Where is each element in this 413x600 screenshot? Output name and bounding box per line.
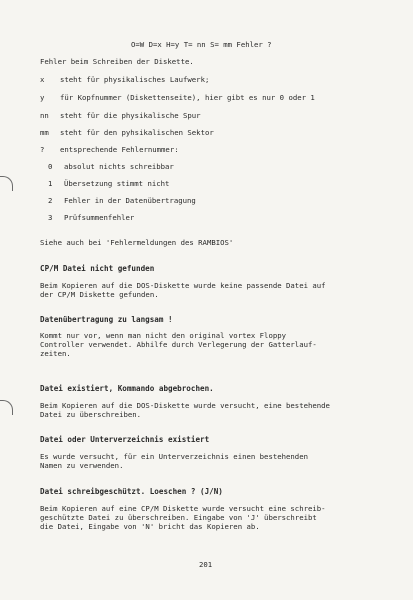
- error-code-text: absolut nichts schreibbar: [64, 162, 174, 171]
- error-code-number: 3: [48, 213, 53, 222]
- param-text: steht für physikalisches Laufwerk;: [60, 75, 210, 84]
- error-code-number: 0: [48, 162, 53, 171]
- error-code-text: Prüfsummenfehler: [64, 213, 135, 222]
- param-key: nn: [40, 111, 49, 120]
- param-text: für Kopfnummer (Diskettenseite), hier gibt es nur 0 oder 1: [60, 93, 315, 102]
- section-body-line: geschützte Datei zu überschreiben. Eingabe von 'J' überschreibt: [40, 513, 317, 522]
- intro-text: Fehler beim Schreiben der Diskette.: [40, 57, 194, 66]
- punch-hole-mark: [0, 400, 13, 415]
- section-body-line: der CP/M Diskette gefunden.: [40, 290, 159, 299]
- param-key: y: [40, 93, 45, 102]
- section-body-line: Datei zu überschreiben.: [40, 410, 142, 419]
- header-line: O=W D=x H=y T= nn S= mm Fehler ?: [131, 40, 272, 49]
- punch-hole-mark: [0, 176, 13, 191]
- section-heading: Datenübertragung zu langsam !: [40, 315, 173, 324]
- param-text: steht für die physikalische Spur: [60, 111, 201, 120]
- error-code-number: 1: [48, 179, 53, 188]
- error-code-text: Fehler in der Datenübertragung: [64, 196, 196, 205]
- error-code-text: Übersetzung stimmt nicht: [64, 179, 170, 188]
- section-body-line: die Datei, Eingabe von 'N' bricht das Kopieren ab.: [40, 522, 260, 531]
- section-heading: Datei schreibgeschützt. Loeschen ? (J/N): [40, 487, 223, 496]
- section-heading: Datei existiert, Kommando abgebrochen.: [40, 384, 214, 393]
- section-body-line: Beim Kopieren auf die DOS-Diskette wurde keine passende Datei auf: [40, 281, 326, 290]
- section-heading: Datei oder Unterverzeichnis existiert: [40, 435, 210, 444]
- error-code-number: 2: [48, 196, 53, 205]
- section-body-line: Namen zu verwenden.: [40, 461, 124, 470]
- page-number: 201: [199, 560, 213, 569]
- param-key: mm: [40, 128, 49, 137]
- param-key: ?: [40, 145, 45, 154]
- param-text: steht für den pyhsikalischen Sektor: [60, 128, 214, 137]
- see-also-text: Siehe auch bei 'Fehlermeldungen des RAMBIOS': [40, 238, 234, 247]
- section-body-line: Beim Kopieren auf eine CP/M Diskette wurde versucht eine schreib-: [40, 504, 326, 513]
- section-body-line: Es wurde versucht, für ein Unterverzeichnis einen bestehenden: [40, 452, 308, 461]
- param-key: x: [40, 75, 45, 84]
- section-body-line: Controller verwendet. Abhilfe durch Verlegerung der Gatterlauf-: [40, 340, 317, 349]
- param-text: entsprechende Fehlernummer:: [60, 145, 179, 154]
- section-body-line: Kommt nur vor, wenn man nicht den original vortex Floppy: [40, 331, 287, 340]
- section-body-line: zeiten.: [40, 349, 71, 358]
- section-body-line: Beim Kopieren auf die DOS-Diskette wurde versucht, eine bestehende: [40, 401, 330, 410]
- section-heading: CP/M Datei nicht gefunden: [40, 264, 155, 273]
